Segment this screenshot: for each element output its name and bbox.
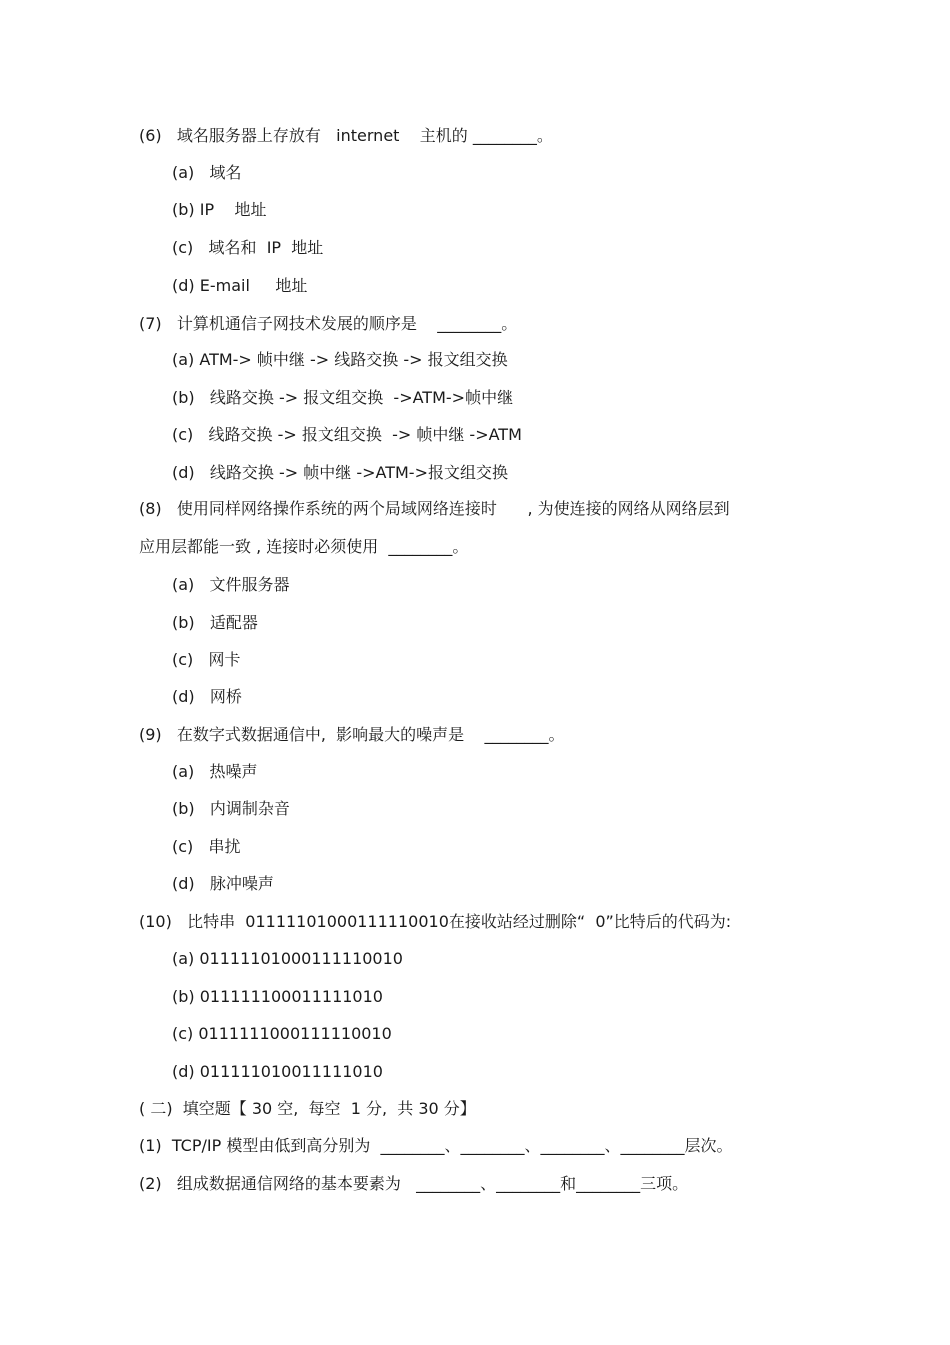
question-6-option-b: (b) IP 地址 <box>172 200 267 219</box>
question-8-option-b: (b) 适配器 <box>172 613 258 632</box>
question-10-stem: (10) 比特串 01111101000111110010在接收站经过删除“ 0”比特后的代码为: <box>139 912 732 931</box>
question-8-option-c: (c) 网卡 <box>172 650 241 669</box>
question-9-stem: (9) 在数字式数据通信中, 影响最大的噪声是 ________。 <box>139 725 565 744</box>
question-7-option-b: (b) 线路交换 -> 报文组交换 ->ATM->帧中继 <box>172 388 514 407</box>
question-9-option-d: (d) 脉冲噪声 <box>172 874 274 893</box>
question-6-option-d: (d) E-mail 地址 <box>172 276 308 295</box>
question-10-option-a: (a) 01111101000111110010 <box>172 949 403 968</box>
question-6-stem: (6) 域名服务器上存放有 internet 主机的 ________。 <box>139 126 553 145</box>
question-10-option-c: (c) 0111111000111110010 <box>172 1024 392 1043</box>
question-8-stem-line2: 应用层都能一致 , 连接时必须使用 ________。 <box>139 537 469 556</box>
question-7-option-a: (a) ATM-> 帧中继 -> 线路交换 -> 报文组交换 <box>172 350 508 369</box>
question-10-option-d: (d) 011111010011111010 <box>172 1062 383 1081</box>
question-8-option-d: (d) 网桥 <box>172 687 242 706</box>
question-9-option-a: (a) 热噪声 <box>172 762 258 781</box>
question-9-option-c: (c) 串扰 <box>172 837 241 856</box>
fill-blank-item-2: (2) 组成数据通信网络的基本要素为 ________、________和________三项。 <box>139 1174 689 1193</box>
question-8-option-a: (a) 文件服务器 <box>172 575 290 594</box>
section-heading: ( 二) 填空题【 30 空, 每空 1 分, 共 30 分】 <box>139 1099 476 1118</box>
question-6-option-c: (c) 域名和 IP 地址 <box>172 238 324 257</box>
question-7-stem: (7) 计算机通信子网技术发展的顺序是 ________。 <box>139 314 518 333</box>
question-10-option-b: (b) 011111100011111010 <box>172 987 383 1006</box>
fill-blank-item-1: (1) TCP/IP 模型由低到高分别为 ________、________、________、________层次。 <box>139 1136 733 1155</box>
question-9-option-b: (b) 内调制杂音 <box>172 799 290 818</box>
question-7-option-c: (c) 线路交换 -> 报文组交换 -> 帧中继 ->ATM <box>172 425 522 444</box>
question-6-option-a: (a) 域名 <box>172 163 242 182</box>
question-7-option-d: (d) 线路交换 -> 帧中继 ->ATM->报文组交换 <box>172 463 508 482</box>
question-8-stem-line1: (8) 使用同样网络操作系统的两个局域网络连接时 , 为使连接的网络从网络层到 <box>139 499 730 518</box>
